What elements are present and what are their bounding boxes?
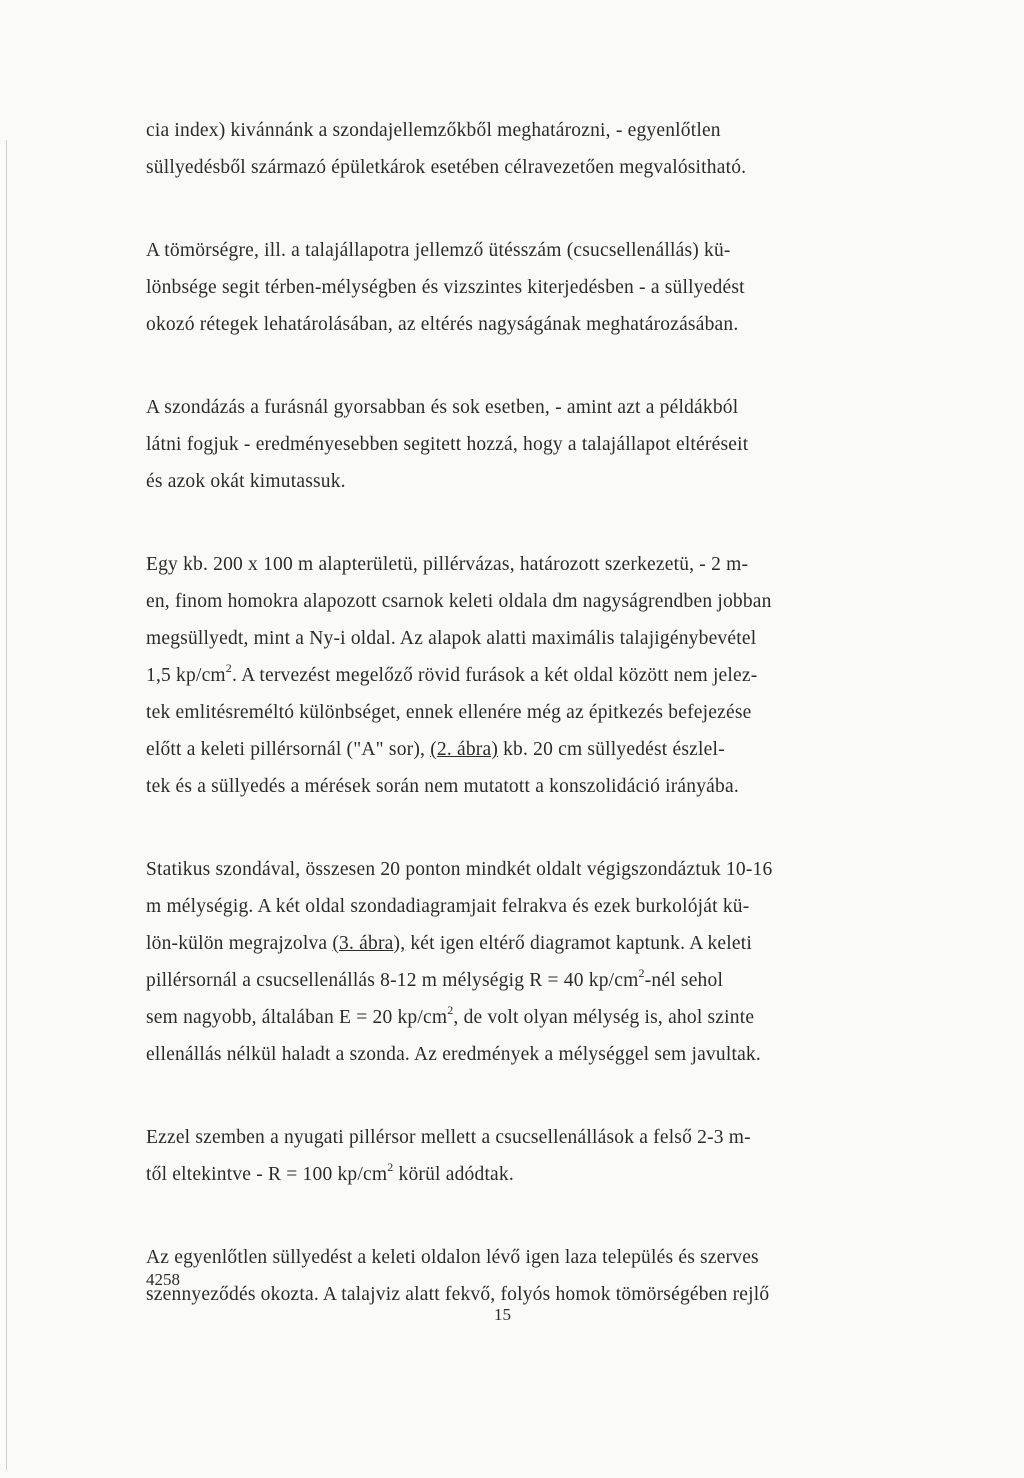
text-line: m mélységig. A két oldal szondadiagramjait felrakva és ezek burkolóját kü- — [146, 896, 750, 917]
text-line: Az egyenlőtlen süllyedést a keleti oldalon lévő igen laza település és szerves — [146, 1247, 759, 1268]
superscript: 2 — [447, 1003, 454, 1017]
text-line: ellenállás nélkül haladt a szonda. Az eredmények a mélységgel sem javultak. — [146, 1044, 761, 1065]
paragraph-6 — [146, 1119, 906, 1193]
text-line — [146, 731, 906, 768]
paragraph-2 — [146, 232, 906, 343]
text-line: A tömörségre, ill. a talajállapotra jellemző ütésszám (csucsellenállás) kü- — [146, 240, 731, 261]
text-segment: -nél sehol — [644, 970, 724, 991]
text-line: lönbsége segit térben-mélységben és vizszintes kiterjedésben - a süllyedést — [146, 277, 745, 298]
text-line: és azok okát kimutassuk. — [146, 471, 346, 492]
text-segment: sem nagyobb, általában E = 20 kp/cm — [146, 1007, 448, 1028]
text-line: Statikus szondával, összesen 20 ponton mindkét oldalt végigszondáztuk 10-16 — [146, 859, 773, 880]
text-line — [146, 999, 906, 1036]
figure-reference: (3. ábra), — [332, 933, 406, 954]
superscript: 2 — [638, 966, 645, 980]
text-segment: lön-külön megrajzolva — [146, 933, 333, 954]
superscript: 2 — [387, 1160, 394, 1174]
text-segment: kb. 20 cm süllyedést észlel- — [498, 739, 725, 760]
paragraph-5 — [146, 851, 906, 1073]
text-line: süllyedésből származó épületkárok esetében célravezetően megvalósitható. — [146, 157, 747, 178]
text-line: látni fogjuk - eredményesebben segitett hozzá, hogy a talajállapot eltéréseit — [146, 434, 749, 455]
text-segment: től eltekintve - R = 100 kp/cm — [146, 1164, 388, 1185]
text-line — [146, 1156, 906, 1193]
text-line: Ezzel szemben a nyugati pillérsor mellett a csucsellenállások a felső 2-3 m- — [146, 1127, 751, 1148]
text-segment: , de volt olyan mélység is, ahol szinte — [453, 1007, 755, 1028]
paragraph-1 — [146, 112, 906, 186]
text-segment: 1,5 kp/cm — [146, 665, 226, 686]
text-line — [146, 657, 906, 694]
paragraph-4 — [146, 546, 906, 805]
text-line: en, finom homokra alapozott csarnok keleti oldala dm nagyságrendben jobban — [146, 591, 772, 612]
text-segment: pillérsornál a csucsellenállás 8-12 m mélységig R = 40 kp/cm — [146, 970, 639, 991]
text-line: tek emlitésreméltó különbséget, ennek ellenére még az épitkezés befejezése — [146, 702, 752, 723]
paragraph-7 — [146, 1239, 906, 1313]
text-line — [146, 925, 906, 962]
text-line: Egy kb. 200 x 100 m alapterületü, pillérvázas, határozott szerkezetü, - 2 m- — [146, 554, 749, 575]
text-line — [146, 962, 906, 999]
page-number: 15 — [494, 1305, 511, 1324]
text-segment: körül adódtak. — [393, 1164, 514, 1185]
text-line: cia index) kivánnánk a szondajellemzőkből meghatározni, - egyenlőtlen — [146, 120, 721, 141]
superscript: 2 — [225, 661, 232, 675]
text-segment: . A tervezést megelőző rövid furások a két oldal között nem jelez- — [232, 665, 758, 686]
scan-edge — [6, 140, 7, 1470]
paragraph-3 — [146, 389, 906, 500]
text-segment: két igen eltérő diagramot kaptunk. A keleti — [405, 933, 752, 954]
text-line: A szondázás a furásnál gyorsabban és sok esetben, - amint azt a példákból — [146, 397, 739, 418]
body-text — [146, 112, 906, 1359]
text-line: okozó rétegek lehatárolásában, az eltérés nagyságának meghatározásában. — [146, 314, 739, 335]
text-line: tek és a süllyedés a mérések során nem mutatott a konszolidáció irányába. — [146, 776, 739, 797]
text-segment: előtt a keleti pillérsornál ("A" sor), — [146, 739, 431, 760]
text-line: megsüllyedt, mint a Ny-i oldal. Az alapok alatti maximális talajigénybevétel — [146, 628, 757, 649]
document-number: 4258 — [146, 1270, 180, 1289]
text-line: szennyeződés okozta. A talajviz alatt fekvő, folyós homok tömörségében rejlő — [146, 1284, 770, 1305]
figure-reference: (2. ábra) — [430, 739, 499, 760]
